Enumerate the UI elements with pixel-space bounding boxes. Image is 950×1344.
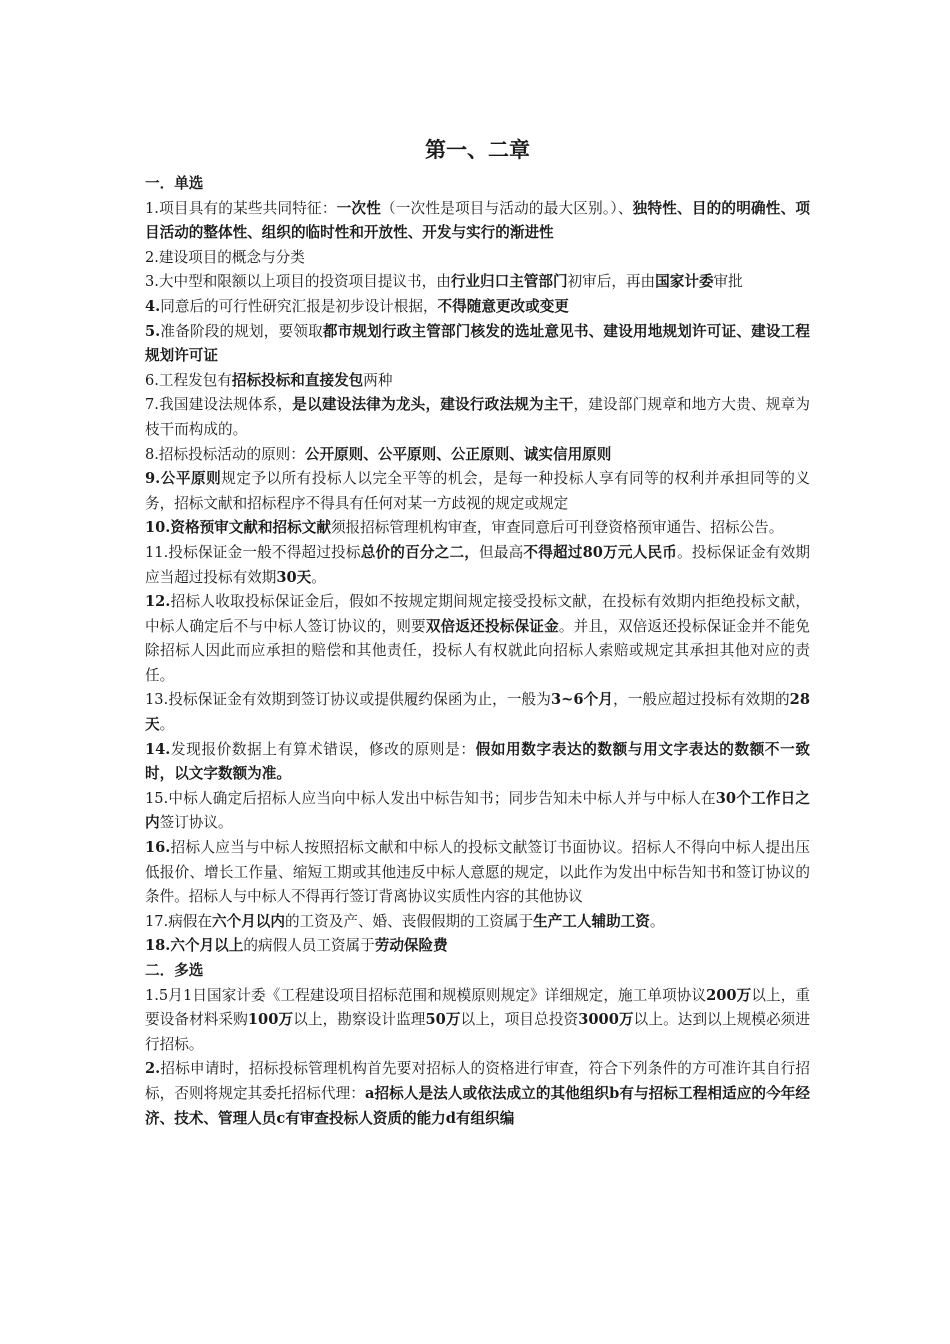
bold-text: 都市规划行政主管部门核发的选址意见书、建设用地规划许可证、建设工程规划许可证 (145, 322, 810, 365)
bold-text: 生产工人辅助工资 (533, 912, 650, 930)
bold-text: 30天 (276, 568, 312, 586)
text-run: 审批 (713, 273, 743, 291)
text-run: 。 (311, 568, 326, 586)
bold-text: 200万 (706, 986, 752, 1004)
text-run: 7.我国建设法规体系， (145, 396, 293, 414)
text-run: 签订协议。 (159, 814, 233, 832)
text-run: 以上。达到以上规模必须进行招标。 (145, 1011, 810, 1053)
text-run: 以上，项目总投资 (460, 1011, 579, 1029)
bold-text: 劳动保险费 (374, 937, 448, 955)
bold-text: 100万 (247, 1011, 294, 1029)
bold-text: 是以建设法律为龙头，建设行政法规为主干 (292, 396, 574, 414)
list-item (145, 836, 810, 910)
text-run: 3.大中型和限额以上项目的投资项目提议书，由 (145, 273, 451, 291)
list-item (145, 246, 810, 271)
bold-text: 假如用数字表达的数额与用文字表达的数额不一致时，以文字数额为准。 (145, 740, 810, 783)
bold-text: 一次性 (336, 199, 382, 217)
text-run: 13.投标保证金有效期到签订协议或提供履约保函为止，一般为 (145, 691, 551, 709)
list-item (145, 516, 810, 541)
list-item (145, 295, 810, 320)
text-run: 。 (649, 912, 665, 930)
bold-text: 双倍返还投标保证金 (425, 617, 559, 635)
bold-text: 10. (145, 519, 171, 537)
bold-text: 行业归口主管部门 (450, 273, 568, 291)
bold-text: 总价的百分之二， (360, 543, 480, 561)
bold-text: 六个月以内 (212, 912, 285, 930)
text-run: 11.投标保证金一般不得超过投标 (145, 543, 361, 561)
list-item (145, 934, 810, 959)
bold-text: 16. (145, 839, 171, 857)
text-run: 的病假人员工资属于 (243, 937, 375, 955)
bold-text: 14. (145, 740, 171, 758)
list-item (145, 393, 810, 442)
bold-text: 9. (145, 470, 161, 488)
text-run: 1.项目具有的某些共同特征： (145, 199, 337, 217)
bold-text: 公开原则、公平原则、公正原则、诚实信用原则 (304, 445, 612, 463)
text-run: 6.工程发包有 (145, 371, 232, 389)
section-heading: 二．多选 (145, 962, 204, 979)
text-run: 同意后的可行性研究汇报是初步设计根据， (160, 297, 438, 315)
list-item (145, 467, 810, 516)
text-run: 15.中标人确定后招标人应当向中标人发出中标告知书；同步告知未中标人并与中标人在 (145, 789, 716, 807)
bold-text: 招标投标和直接发包 (231, 371, 364, 389)
text-run: 。投标保证金有效期应当超过投标有效期 (145, 543, 810, 586)
bold-text: 28天 (145, 691, 810, 734)
text-run: 初审后，再由 (567, 273, 656, 291)
list-item (145, 688, 810, 737)
bold-text: 4. (145, 297, 161, 315)
list-item (145, 369, 810, 394)
list-item (145, 738, 810, 787)
document-page (145, 130, 810, 1131)
bold-text: 30个工作日之内 (145, 789, 811, 832)
list-item (145, 541, 810, 590)
text-run: 两种 (363, 371, 393, 389)
text-run: 。并且，双倍返还投标保证金并不能免除招标人因此而应承担的赔偿和其他责任，投标人有权就此向招标人索赔或规定其承担其他对应的责任。 (145, 617, 810, 684)
text-run: 8.招标投标活动的原则： (145, 445, 305, 463)
bold-text: 5. (145, 322, 161, 340)
bold-text: 国家计委 (655, 273, 714, 291)
text-run: 招标人收取投标保证金后，假如不按规定期间规定接受投标文献，在投标有效期内拒绝投标文献，中标人确定后不与中标人签订协议的，则要 (145, 593, 810, 635)
text-run: 招标人应当与中标人按照招标文献和中标人的投标文献签订书面协议。招标人不得向中标人提出压低报价、增长工作量、缩短工期或其他违反中标人意愿的规定，以此作为发出中标告知书和签订协议的条件。招标人与中标人不得再行签订背离协议实质性内容的其他协议 (145, 839, 810, 906)
text-run: 17.病假在 (145, 912, 212, 930)
bold-text: 50万 (425, 1011, 461, 1029)
text-run: 以上，重要设备材料采购 (145, 986, 810, 1029)
bold-text: 3~6个月 (550, 691, 614, 709)
list-item (145, 270, 810, 295)
text-run: （一次性是项目与活动的最大区别。）、 (381, 199, 633, 217)
list-item (145, 787, 810, 836)
text-run: 2.建设项目的概念与分类 (145, 248, 305, 266)
bold-text: 2. (145, 1060, 161, 1078)
bold-text: 资格预审文献和招标文献 (170, 519, 331, 537)
page-title: 第一、二章 (425, 138, 530, 162)
text-run: 1.5月1日国家计委《工程建设项目招标范围和规模原则规定》详细规定，施工单项协议 (145, 986, 707, 1004)
list-item (145, 984, 810, 1058)
section-heading: 一．单选 (145, 175, 204, 192)
list-item (145, 443, 810, 468)
list-item (145, 320, 810, 369)
document-body (145, 172, 810, 1131)
bold-text: 六个月以上 (170, 937, 244, 955)
bold-text: 不得随意更改或变更 (437, 297, 569, 315)
text-run: 发现报价数据上有算术错误，修改的原则是： (170, 740, 476, 758)
text-run: 须报招标管理机构审查，审查同意后可刊登资格预审通告、招标公告。 (330, 519, 784, 537)
bold-text: 不得超过80万元人民币 (523, 543, 678, 561)
list-item (145, 910, 810, 935)
text-run: 准备阶段的规划，要领取 (160, 322, 323, 340)
text-run: 。 (159, 716, 175, 734)
text-run: ，建设部门规章和地方大贵、规章为枝干而构成的。 (145, 396, 810, 438)
bold-text: 3000万 (578, 1011, 634, 1029)
bold-text: 12. (145, 593, 171, 611)
text-run: 招标申请时，招标投标管理机构首先要对招标人的资格进行审查，符合下列条件的方可准许其自行招标，否则将规定其委托招标代理： (145, 1060, 810, 1102)
text-run: 以上，勘察设计监理 (293, 1011, 426, 1029)
text-run: 但最高 (479, 543, 524, 561)
text-run: 规定予以所有投标人以完全平等的机会，是每一种投标人享有同等的权利并承担同等的义务，招标文献和招标程序不得具有任何对某一方歧视的规定或规定 (145, 470, 810, 512)
bold-text: 18. (145, 937, 171, 955)
bold-text: 公平原则 (160, 470, 222, 488)
list-item (145, 197, 810, 246)
text-run: 的工资及产、婚、丧假假期的工资属于 (284, 912, 534, 930)
list-item (145, 590, 810, 688)
list-item (145, 1057, 810, 1131)
bold-text: 独特性、目的的明确性、项目活动的整体性、组织的临时性和开放性、开发与实行的渐进性 (145, 199, 810, 242)
text-run: ，一般应超过投标有效期的 (613, 691, 790, 709)
bold-text: a招标人是法人或依法成立的其他组织b有与招标工程相适应的今年经济、技术、管理人员c有审查投标人资质的能力d有组织编 (145, 1084, 810, 1127)
